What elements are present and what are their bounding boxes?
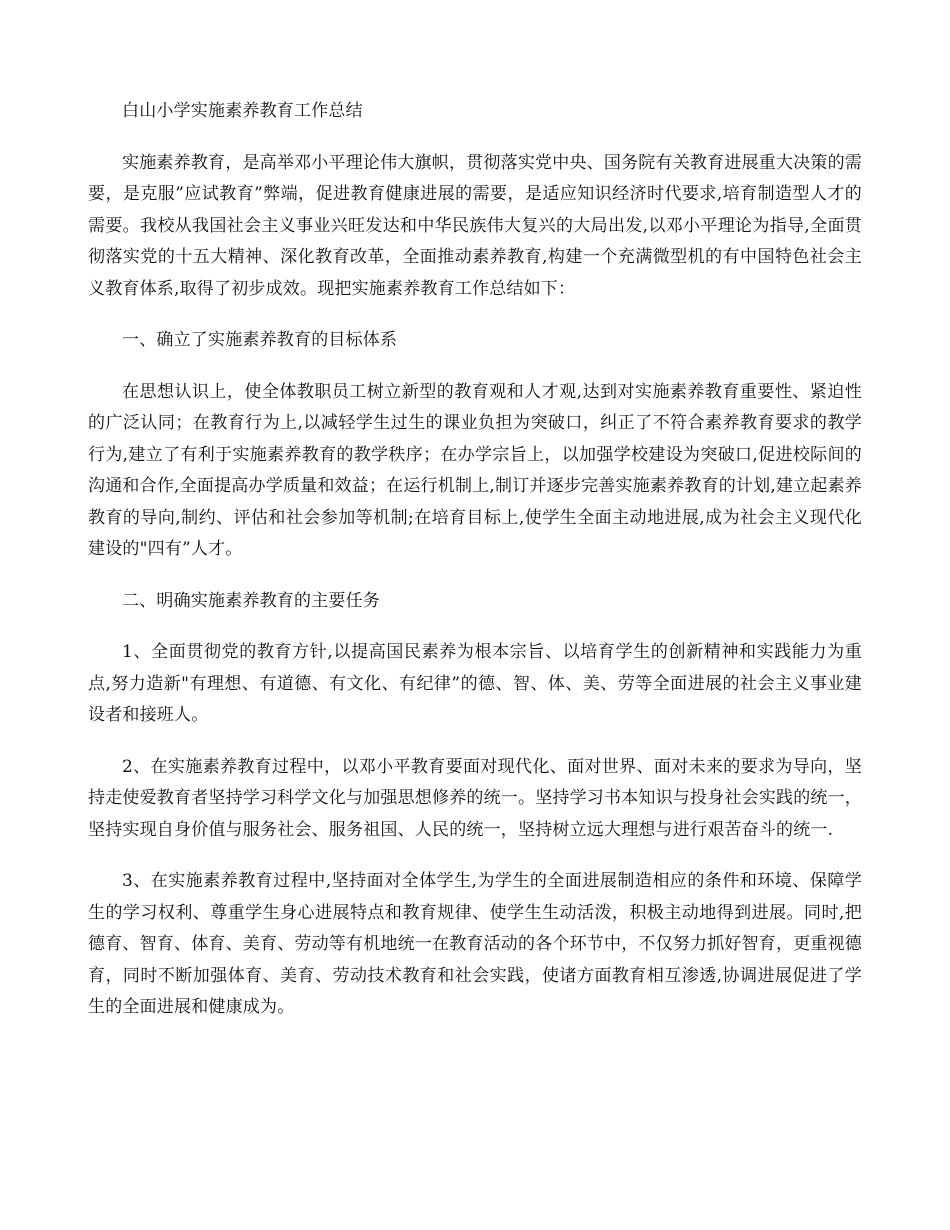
section-2-item-1: 1、全面贯彻党的教育方针,以提高国民素养为根本宗旨、以培育学生的创新精神和实践能力为重点,努力造新"有理想、有道德、有文化、有纪律”的德、智、体、美、劳等全面进展的社会主义事业建设者和接班人。: [88, 642, 862, 725]
section-2-item-3: 3、在实施素养教育过程中,坚持面对全体学生,为学生的全面进展制造相应的条件和环境、保障学生的学习权利、尊重学生身心进展特点和教育规律、使学生生动活泼，积极主动地得到进展。同时,把德育、智育、体育、美育、劳动等有机地统一在教育活动的各个环节中，不仅努力抓好智育，更重视德育，同时不断加强体育、美育、劳动技术教育和社会实践，使诸方面教育相互渗透,协调进展促进了学生的全面进展和健康成为。: [88, 871, 862, 1017]
document-title: 白山小学实施素养教育工作总结: [122, 101, 363, 121]
section-1-heading: 一、确立了实施素养教育的目标体系: [122, 330, 398, 350]
section-1-paragraph: 在思想认识上，使全体教职员工树立新型的教育观和人才观,达到对实施素养教育重要性、紧迫性的广泛认同；在教育行为上,以减轻学生过生的课业负担为突破口，纠正了不符合素养教育要求的教学行为,建立了有利于实施素养教育的教学秩序；在办学宗旨上，以加强学校建设为突破口,促进校际间的沟通和合作,全面提高办学质量和效益；在运行机制上,制订并逐步完善实施素养教育的计划,建立起素养教育的导向,制约、评估和社会参加等机制;在培育目标上,使学生全面主动地进展,成为社会主义现代化建设的"四有”人才。: [88, 381, 862, 559]
section-2-item-2: 2、在实施素养教育过程中，以邓小平教育要面对现代化、面对世界、面对未来的要求为导向，坚持走使爱教育者坚持学习科学文化与加强思想修养的统一。坚持学习书本知识与投身社会实践的统一，坚持实现自身价值与服务社会、服务祖国、人民的统一，坚持树立远大理想与进行艰苦奋斗的统一.: [88, 756, 862, 840]
document-body: [88, 96, 862, 1024]
intro-paragraph: 实施素养教育，是高举邓小平理论伟大旗帜，贯彻落实党中央、国务院有关教育进展重大决策的需要，是克服”应试教育”弊端，促进教育健康进展的需要，是适应知识经济时代要求,培育制造型人才的需要。我校从我国社会主义事业兴旺发达和中华民族伟大复兴的大局出发,以邓小平理论为指导,全面贯彻落实党的十五大精神、深化教育改革，全面推动素养教育,构建一个充满微型机的有中国特色社会主义教育体系,取得了初步成效。现把实施素养教育工作总结如下：: [88, 152, 862, 299]
section-2-heading: 二、明确实施素养教育的主要任务: [122, 590, 380, 611]
